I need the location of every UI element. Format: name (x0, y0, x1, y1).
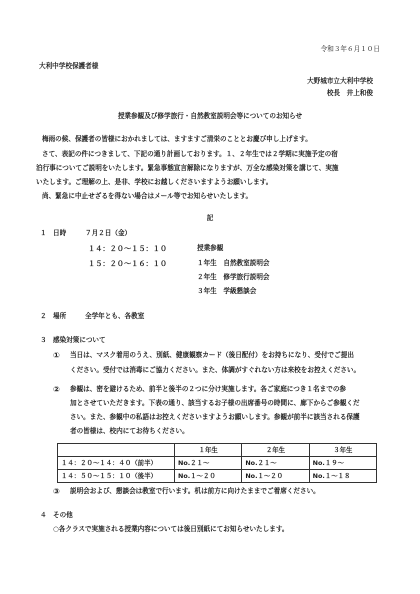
table-row (58, 457, 377, 470)
sec3-label: 感染対策について (53, 336, 106, 344)
sec3-item1-line-1: 当日は、マスク着用のうえ、別紙、健康観察カード（後日配付）をお持ちになり、受付でご提出 (70, 351, 354, 359)
body-line-2: さて、表記の件につきまして、下記の通り計画しております。１、２年生では２学期に実施予定の宿 (42, 150, 338, 158)
table-header-cell: １年生 (175, 444, 242, 457)
attendance-table (57, 443, 377, 483)
principal-name: 校長 井上和俊 (326, 89, 373, 97)
ki-heading: 記 (206, 214, 214, 222)
sec3-item1-marker: ① (53, 351, 60, 360)
document-title: 授業参観及び修学旅行・自然教室説明会等についてのお知らせ (117, 112, 303, 120)
table-cell: No.２１～ (175, 457, 242, 470)
sec1-event-1: 授業参観 (197, 244, 224, 252)
sec1-event-4: ３年生 学級懇談会 (197, 287, 257, 295)
sec4-text: ○各クラスで実施される授業内容については後日別紙にてお知らせいたします。 (53, 525, 289, 533)
sec3-item3-marker: ③ (53, 487, 60, 496)
sec3-number: ３ (40, 336, 47, 344)
sec4-number: ４ (40, 511, 47, 519)
sec3-item2-line-4: 者の皆様は、校内にてお待ちください。 (70, 427, 189, 435)
sec1-time-1: １４：２０～１５：１０ (88, 244, 168, 253)
table-cell: No.１～２０ (175, 470, 242, 483)
sec1-event-3: ２年生 修学旅行説明会 (197, 273, 270, 281)
table-cell: No.１～１８ (309, 470, 376, 483)
table-cell: １４：５０～１５：１０（後半） (58, 470, 175, 483)
table-header-cell (58, 444, 175, 457)
sec1-event-2: １年生 自然教室説明会 (197, 259, 270, 267)
issue-date: 令和３年６月１０日 (320, 45, 380, 53)
sec3-item2-line-2: 加とさせていただきます。下表の通り、該当するお子様の出席番号の時間に、廊下からご参観くだ (70, 399, 360, 407)
sec3-item2-marker: ② (53, 385, 60, 394)
sec1-number: １ (40, 229, 47, 237)
sec3-item2-line-1: 参観は、密を避けるため、前半と後半の２つに分け実施します。各ご家庭につき１名までの参 (70, 385, 347, 393)
table-header-row (58, 444, 377, 457)
table-header-cell: ３年生 (309, 444, 376, 457)
body-line-4: いたします。ご理解の上、是非、学校にお越しくださいますようお願いします。 (36, 178, 273, 186)
body-line-1: 梅雨の候、保護者の皆様におかれましては、ますますご清栄のこととお慶び申し上げます。 (42, 135, 312, 143)
sec1-date: ７月２日（金） (85, 229, 132, 237)
sec3-item3-text: 説明会および、懇談会は教室で行います。机は前方に向けたままでご着席ください。 (70, 487, 320, 495)
table-header-cell: ２年生 (242, 444, 309, 457)
table-cell: No.１９～ (309, 457, 376, 470)
table-row (58, 470, 377, 483)
sec4-label: その他 (53, 511, 73, 519)
body-line-5: 尚、緊急に中止せざるを得ない場合はメール等でお知らせいたします。 (42, 192, 253, 200)
table-cell: No.１～２０ (242, 470, 309, 483)
table-cell: No.２１～ (242, 457, 309, 470)
table-cell: １４：２０～１４：４０（前半） (58, 457, 175, 470)
addressee: 大利中学校保護者様 (39, 62, 99, 70)
sec3-item1-line-2: ください。受付では消毒にご協力ください。また、体調がすぐれない方は来校をお控えください。 (70, 366, 361, 374)
sec3-item2-line-3: さい。また、参観中の私語はお控えくださいますようお願いします。参観が前半に該当される保護 (70, 413, 360, 421)
school-name: 大野城市立大利中学校 (307, 77, 373, 85)
sec2-label: 場所 (53, 312, 67, 320)
sec2-text: 全学年とも、各教室 (85, 312, 145, 320)
sec2-number: ２ (40, 312, 47, 320)
body-line-3: 泊行事についてご説明をいたします。緊急事態宣言解除になりますが、万全な感染対策を講じて、実施 (36, 164, 339, 172)
sec1-label: 日時 (53, 229, 67, 237)
sec1-time-2: １５：２０～１６：１０ (88, 259, 168, 268)
